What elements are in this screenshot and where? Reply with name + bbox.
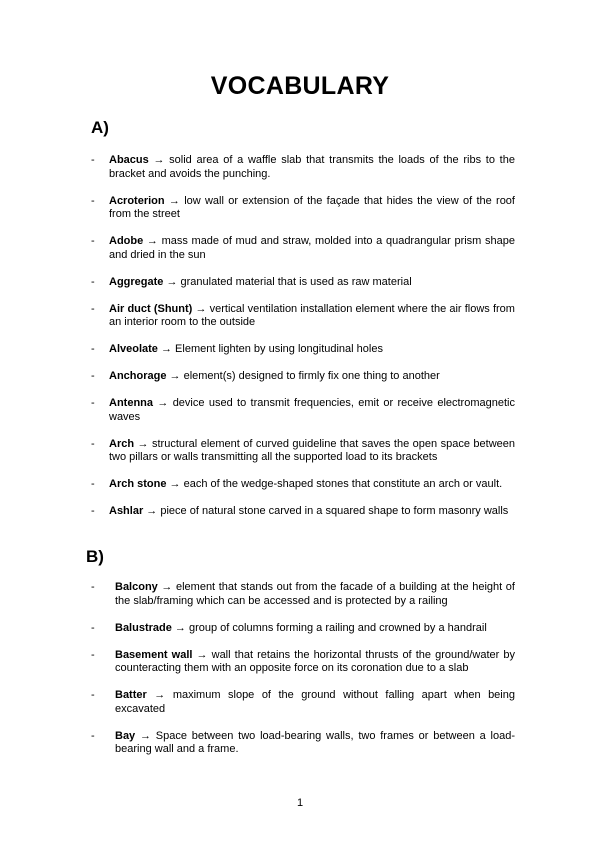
vocabulary-definition: mass made of mud and straw, molded into a quadrangular prism shape and dried in the sun (109, 235, 515, 261)
list-bullet-dash: - (91, 621, 95, 634)
vocabulary-entry (91, 478, 515, 492)
list-bullet-dash: - (91, 370, 95, 382)
right-arrow-icon: → (157, 581, 176, 593)
vocabulary-entry (91, 622, 515, 636)
vocabulary-definition: solid area of a waffle slab that transmits the loads of the ribs to the bracket and avoids the punching. (109, 154, 515, 180)
vocabulary-term: Arch (109, 437, 135, 450)
list-bullet-dash: - (91, 729, 95, 742)
section-heading-b: B) (86, 547, 104, 566)
vocabulary-list-b (91, 581, 515, 770)
page-title: VOCABULARY (210, 72, 390, 100)
list-bullet-dash: - (91, 437, 95, 450)
vocabulary-definition: element(s) designed to firmly fix one thing to another (183, 370, 440, 382)
right-arrow-icon: → (164, 194, 185, 207)
right-arrow-icon: → (134, 437, 152, 450)
vocabulary-entry (91, 154, 515, 181)
vocabulary-entry (91, 649, 515, 676)
vocabulary-definition: element that stands out from the facade of a building at the height of the slab/framing which can be accessed and is protected by a railing (115, 581, 515, 607)
vocabulary-entry (91, 276, 515, 290)
vocabulary-entry (91, 370, 515, 384)
vocabulary-term: Acroterion (109, 194, 165, 207)
vocabulary-definition: piece of natural stone carved in a squared shape to form masonry walls (160, 505, 509, 517)
vocabulary-term: Antenna (109, 397, 153, 409)
vocabulary-term: Arch stone (109, 478, 167, 490)
vocabulary-term: Balustrade (115, 621, 172, 634)
vocabulary-term: Ashlar (109, 505, 144, 517)
right-arrow-icon: → (166, 370, 184, 382)
vocabulary-term: Bay (115, 729, 136, 742)
vocabulary-definition: low wall or extension of the façade that hides the view of the roof from the street (109, 194, 515, 220)
right-arrow-icon: → (143, 235, 162, 247)
vocabulary-entry (91, 343, 515, 357)
vocabulary-entry (91, 505, 515, 519)
vocabulary-entry (91, 730, 515, 757)
vocabulary-list-a (91, 154, 515, 532)
vocabulary-entry (91, 235, 515, 262)
right-arrow-icon: → (148, 154, 170, 166)
vocabulary-definition: each of the wedge-shaped stones that constitute an arch or vault. (183, 478, 503, 490)
list-bullet-dash: - (91, 478, 95, 490)
list-bullet-dash: - (91, 343, 95, 355)
vocabulary-term: Balcony (115, 581, 158, 593)
list-bullet-dash: - (91, 302, 95, 315)
vocabulary-entry (91, 397, 515, 424)
vocabulary-entry (91, 438, 515, 465)
vocabulary-definition: Space between two load-bearing walls, two frames or between a load-bearing wall and a frame. (115, 729, 515, 755)
vocabulary-term: Basement wall (115, 648, 193, 661)
vocabulary-entry (91, 303, 515, 330)
vocabulary-definition: device used to transmit frequencies, emit or receive electromagnetic waves (109, 397, 515, 423)
vocabulary-term: Air duct (Shunt) (109, 302, 193, 315)
section-heading-a: A) (91, 118, 109, 137)
right-arrow-icon: → (171, 621, 189, 634)
right-arrow-icon: → (192, 648, 212, 661)
right-arrow-icon: → (135, 729, 156, 742)
vocabulary-term: Alveolate (109, 343, 158, 355)
list-bullet-dash: - (91, 397, 95, 409)
vocabulary-definition: maximum slope of the ground without falling apart when being excavated (115, 689, 515, 715)
list-bullet-dash: - (91, 275, 95, 288)
right-arrow-icon: → (163, 275, 181, 288)
vocabulary-entry (91, 195, 515, 222)
right-arrow-icon: → (166, 478, 184, 490)
vocabulary-definition: Element lighten by using longitudinal holes (175, 343, 383, 355)
vocabulary-term: Anchorage (109, 370, 167, 382)
page-number: 1 (296, 797, 304, 809)
vocabulary-definition: vertical ventilation installation element where the air flows from an interior room to the outside (109, 302, 515, 328)
vocabulary-term: Batter (115, 689, 147, 701)
vocabulary-term: Aggregate (109, 275, 164, 288)
list-bullet-dash: - (91, 235, 95, 247)
right-arrow-icon: → (143, 505, 161, 517)
right-arrow-icon: → (146, 689, 173, 701)
vocabulary-definition: wall that retains the horizontal thrusts of the ground/water by counteracting them with an opposite force on its coronation due to a slab (115, 648, 515, 674)
vocabulary-term: Adobe (109, 235, 144, 247)
vocabulary-entry (91, 581, 515, 608)
vocabulary-definition: granulated material that is used as raw material (180, 275, 412, 288)
list-bullet-dash: - (91, 194, 95, 207)
vocabulary-definition: group of columns forming a railing and crowned by a handrail (188, 621, 487, 634)
right-arrow-icon: → (157, 343, 176, 355)
vocabulary-definition: structural element of curved guideline that saves the open space between two pillars or walls transmitting all the supported load to its brackets (109, 437, 515, 463)
list-bullet-dash: - (91, 689, 95, 701)
vocabulary-term: Abacus (109, 154, 149, 166)
vocabulary-entry (91, 689, 515, 716)
list-bullet-dash: - (91, 154, 95, 166)
list-bullet-dash: - (91, 581, 95, 593)
right-arrow-icon: → (192, 302, 210, 315)
list-bullet-dash: - (91, 648, 95, 661)
list-bullet-dash: - (91, 505, 95, 517)
right-arrow-icon: → (153, 397, 173, 409)
